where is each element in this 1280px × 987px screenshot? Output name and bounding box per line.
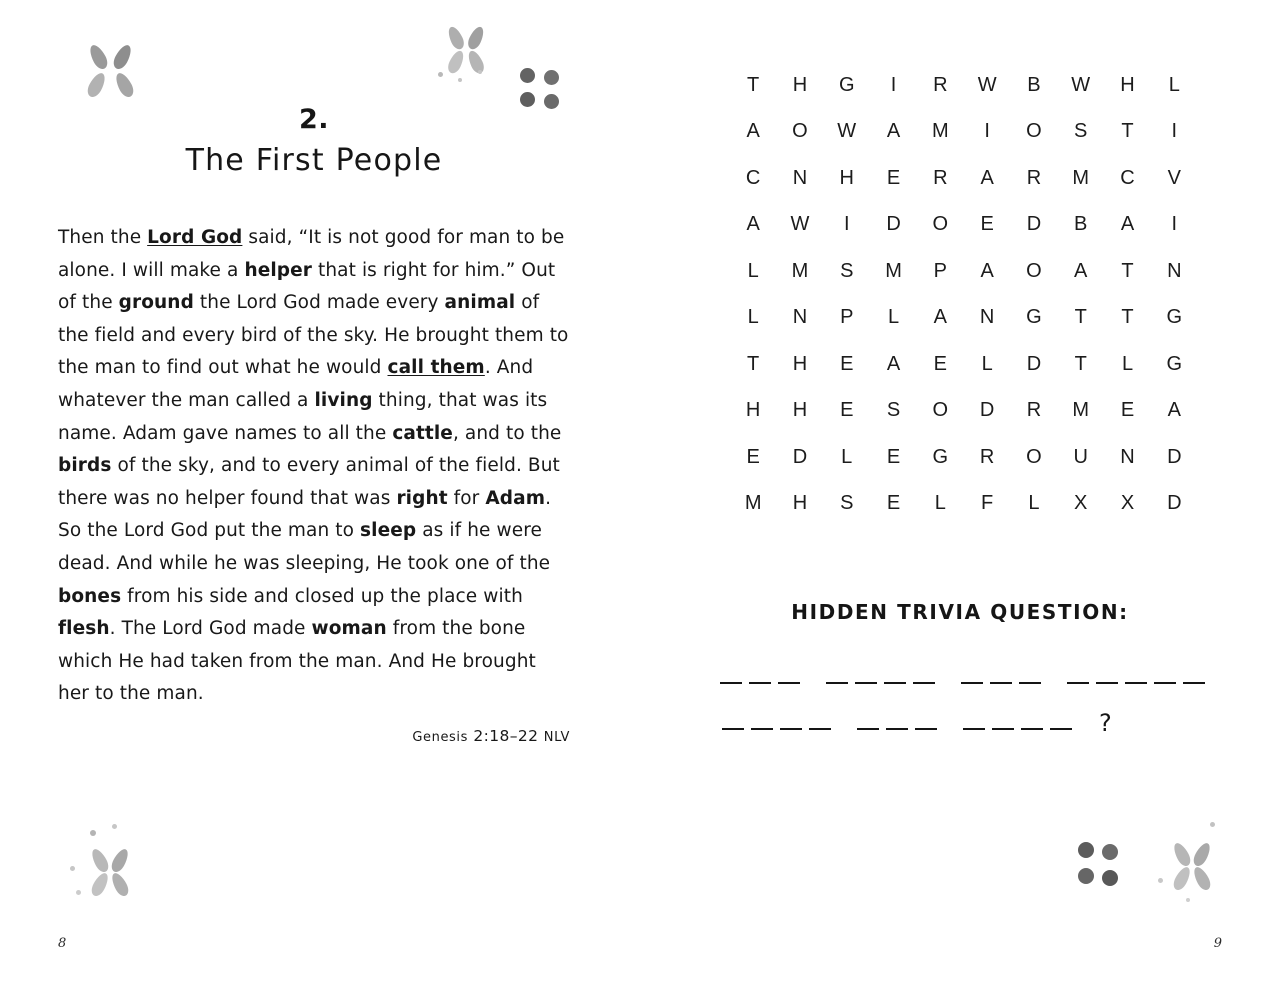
answer-blank[interactable] — [780, 714, 802, 730]
grid-cell-r6-c1[interactable]: H — [792, 352, 808, 375]
grid-cell-r1-c8[interactable]: T — [1121, 120, 1135, 143]
dot-decoration-bottom-left — [1074, 838, 1134, 898]
text-run-13: cattle — [392, 422, 453, 444]
answer-blank[interactable] — [1183, 668, 1205, 684]
text-run-2: said, “It is not good for man to be alone. I will make a — [58, 227, 565, 281]
grid-cell-r7-c1[interactable]: H — [792, 399, 808, 422]
grid-cell-r0-c3[interactable]: I — [890, 73, 897, 96]
dot-icon — [520, 68, 535, 83]
grid-cell-r4-c6[interactable]: O — [1026, 259, 1043, 282]
dot-icon — [544, 70, 559, 85]
answer-blank[interactable] — [857, 714, 879, 730]
grid-cell-r3-c1[interactable]: W — [790, 213, 810, 236]
grid-cell-r6-c9[interactable]: G — [1166, 352, 1183, 375]
grid-row — [730, 481, 1198, 528]
grid-cell-r6-c2[interactable]: E — [840, 352, 854, 375]
grid-cell-r5-c2[interactable]: P — [840, 306, 854, 329]
grid-cell-r8-c1[interactable]: D — [792, 445, 808, 468]
grid-cell-r9-c8[interactable]: X — [1120, 492, 1135, 515]
petal-icon — [87, 42, 111, 71]
right-page — [640, 0, 1280, 987]
grid-cell-r1-c3[interactable]: A — [886, 120, 901, 143]
grid-cell-r7-c2[interactable]: E — [840, 399, 854, 422]
word-search-table[interactable] — [730, 62, 1198, 527]
dot-icon — [1078, 842, 1094, 858]
answer-blank[interactable] — [963, 714, 985, 730]
dot-icon — [1186, 898, 1190, 902]
grid-row — [730, 62, 1198, 109]
grid-cell-r5-c9[interactable]: G — [1166, 306, 1183, 329]
dot-icon — [458, 78, 462, 82]
grid-cell-r3-c8[interactable]: A — [1120, 213, 1135, 236]
dot-icon — [1210, 822, 1215, 827]
grid-cell-r7-c7[interactable]: M — [1072, 399, 1090, 422]
text-run-9: call them — [387, 357, 485, 379]
grid-cell-r4-c9[interactable]: N — [1167, 259, 1183, 282]
grid-cell-r4-c4[interactable]: P — [933, 259, 948, 282]
grid-cell-r6-c6[interactable]: D — [1026, 352, 1042, 375]
grid-cell-r1-c6[interactable]: O — [1026, 120, 1043, 143]
text-run-14: , and to the — [452, 422, 562, 444]
grid-cell-r3-c6[interactable]: D — [1026, 213, 1042, 236]
text-run-10: . And whatever the man called a — [58, 357, 534, 411]
grid-cell-r6-c4[interactable]: E — [933, 352, 948, 375]
reference-book: Genesis — [412, 729, 469, 745]
grid-cell-r2-c9[interactable]: V — [1167, 166, 1182, 189]
answer-blank[interactable] — [1067, 668, 1089, 684]
grid-cell-r9-c4[interactable]: L — [934, 492, 947, 515]
petal-icon — [85, 70, 109, 99]
grid-cell-r9-c7[interactable]: X — [1074, 492, 1088, 515]
grid-cell-r3-c4[interactable]: O — [932, 213, 949, 236]
answer-blank[interactable] — [855, 668, 877, 684]
dot-icon — [1102, 844, 1118, 860]
grid-row — [730, 295, 1198, 342]
word-search-grid[interactable] — [730, 62, 1198, 527]
answer-blank[interactable] — [722, 714, 744, 730]
answer-blank[interactable] — [992, 714, 1014, 730]
answer-blank[interactable] — [1125, 668, 1147, 684]
grid-cell-r2-c2[interactable]: H — [839, 166, 855, 189]
flower-decoration-bottom-right — [1146, 818, 1226, 908]
answer-blank[interactable] — [826, 668, 848, 684]
grid-cell-r2-c1[interactable]: N — [792, 166, 808, 189]
grid-cell-r5-c7[interactable]: T — [1074, 306, 1088, 329]
petal-icon — [465, 49, 486, 76]
grid-cell-r6-c5[interactable]: L — [981, 352, 994, 375]
grid-cell-r2-c7[interactable]: M — [1072, 166, 1090, 189]
grid-cell-r5-c3[interactable]: L — [887, 306, 900, 329]
grid-cell-r2-c6[interactable]: R — [1026, 166, 1042, 189]
dot-icon — [438, 72, 443, 77]
grid-row — [730, 434, 1198, 481]
grid-cell-r1-c1[interactable]: O — [792, 120, 809, 143]
grid-cell-r8-c0[interactable]: E — [746, 445, 761, 468]
grid-cell-r9-c5[interactable]: F — [981, 492, 994, 515]
answer-blank[interactable] — [884, 668, 906, 684]
page-number-left: 8 — [58, 936, 67, 951]
answer-blank[interactable] — [749, 668, 771, 684]
text-run-8: of the field and every bird of the sky. He brought them to the man to find out what he would — [58, 292, 569, 379]
reference-version: NLV — [543, 729, 570, 745]
answer-blank[interactable] — [915, 714, 937, 730]
dot-icon — [478, 70, 482, 74]
petal-icon — [1171, 841, 1193, 869]
grid-cell-r3-c7[interactable]: B — [1074, 213, 1088, 236]
answer-blank[interactable] — [751, 714, 773, 730]
grid-row — [730, 109, 1198, 156]
page-number-right: 9 — [1213, 936, 1222, 951]
petal-icon — [1171, 865, 1193, 893]
grid-cell-r2-c0[interactable]: C — [745, 166, 761, 189]
text-run-11: living — [314, 389, 373, 411]
scripture-reference — [58, 727, 570, 745]
answer-word-2-3[interactable] — [963, 714, 1072, 730]
grid-cell-r5-c4[interactable]: A — [933, 306, 948, 329]
grid-cell-r4-c8[interactable]: T — [1121, 259, 1135, 282]
answer-blank[interactable] — [1050, 714, 1072, 730]
grid-cell-r5-c6[interactable]: G — [1026, 306, 1043, 329]
answer-blank[interactable] — [1096, 668, 1118, 684]
text-run-28: from the bone which He had taken from the man. And He brought her to the man. — [58, 618, 536, 705]
dot-icon — [90, 830, 96, 836]
petal-icon — [109, 871, 131, 899]
grid-row — [730, 155, 1198, 202]
text-run-12: thing, that was its name. Adam gave names to all the — [58, 389, 548, 444]
answer-line-1[interactable] — [720, 668, 1200, 684]
grid-cell-r7-c9[interactable]: A — [1167, 399, 1182, 422]
grid-cell-r1-c5[interactable]: I — [984, 120, 991, 143]
grid-cell-r7-c0[interactable]: H — [745, 399, 761, 422]
grid-cell-r0-c1[interactable]: H — [792, 73, 808, 96]
answer-word-2-2[interactable] — [857, 714, 937, 730]
petal-icon — [109, 847, 131, 875]
grid-cell-r9-c1[interactable]: H — [792, 492, 808, 515]
answer-blank[interactable] — [809, 714, 831, 730]
text-run-6: the Lord God made every — [193, 292, 445, 314]
grid-cell-r3-c5[interactable]: E — [980, 213, 995, 236]
grid-cell-r3-c2[interactable]: I — [843, 213, 851, 236]
petal-icon — [445, 25, 466, 52]
grid-cell-r9-c0[interactable]: M — [744, 492, 762, 515]
text-run-24: from his side and closed up the place with — [121, 585, 523, 607]
question-mark: ? — [1099, 709, 1112, 737]
grid-cell-r9-c6[interactable]: L — [1028, 492, 1040, 515]
text-run-17: right — [396, 487, 448, 509]
grid-cell-r8-c3[interactable]: E — [886, 445, 901, 468]
dot-icon — [1102, 870, 1118, 886]
answer-blank[interactable] — [720, 668, 742, 684]
text-run-16: of the sky, and to every animal of the field. But there was no helper found that was — [58, 455, 560, 509]
dot-icon — [1158, 878, 1163, 883]
grid-cell-r4-c3[interactable]: M — [885, 259, 903, 282]
text-run-4: that is right for him.” Out of the — [58, 259, 556, 314]
text-run-15: birds — [58, 455, 112, 477]
answer-word-1-4[interactable] — [1067, 668, 1205, 684]
grid-cell-r1-c9[interactable]: I — [1171, 120, 1178, 143]
answer-blank[interactable] — [1019, 668, 1041, 684]
grid-cell-r7-c8[interactable]: E — [1120, 399, 1135, 422]
text-run-23: bones — [58, 585, 122, 607]
text-run-1: Lord God — [147, 227, 243, 248]
grid-cell-r2-c5[interactable]: A — [980, 166, 995, 189]
flower-decoration-top-left — [82, 40, 162, 110]
answer-blank[interactable] — [1021, 714, 1043, 730]
grid-cell-r8-c5[interactable]: R — [979, 445, 995, 468]
answer-word-1-2[interactable] — [826, 668, 935, 684]
answer-word-2-1[interactable] — [722, 714, 831, 730]
trivia-heading: HIDDEN TRIVIA QUESTION: — [791, 600, 1129, 624]
grid-cell-r1-c7[interactable]: S — [1074, 120, 1088, 143]
answer-word-1-3[interactable] — [961, 668, 1041, 684]
dot-icon — [112, 824, 117, 829]
answer-line-2[interactable] — [720, 709, 1200, 737]
grid-cell-r4-c7[interactable]: A — [1074, 259, 1088, 282]
text-run-3: helper — [244, 259, 313, 281]
grid-row — [730, 341, 1198, 388]
grid-cell-r5-c8[interactable]: T — [1121, 306, 1135, 329]
grid-cell-r4-c1[interactable]: M — [791, 259, 809, 282]
grid-cell-r3-c9[interactable]: I — [1171, 213, 1178, 236]
grid-row — [730, 388, 1198, 435]
text-run-27: woman — [311, 618, 387, 640]
grid-cell-r2-c8[interactable]: C — [1120, 166, 1136, 189]
grid-cell-r7-c5[interactable]: D — [979, 399, 995, 422]
reference-verse: 2:18–22 — [473, 726, 539, 745]
grid-cell-r6-c0[interactable]: T — [747, 352, 760, 375]
grid-cell-r0-c0[interactable]: T — [747, 73, 760, 96]
grid-cell-r9-c2[interactable]: S — [840, 492, 854, 515]
text-run-25: flesh — [58, 618, 110, 640]
text-run-22: as if he were dead. And while he was sleeping, He took one of the — [58, 520, 551, 574]
text-run-21: sleep — [360, 520, 417, 542]
grid-cell-r3-c0[interactable]: A — [746, 213, 761, 236]
grid-cell-r3-c3[interactable]: D — [886, 213, 902, 236]
dot-icon — [70, 866, 75, 871]
grid-cell-r6-c8[interactable]: L — [1121, 352, 1134, 375]
text-run-5: ground — [118, 292, 194, 314]
grid-cell-r0-c2[interactable]: G — [838, 73, 856, 96]
dot-icon — [1078, 868, 1094, 884]
grid-cell-r1-c4[interactable]: M — [932, 120, 950, 143]
petal-icon — [1191, 841, 1213, 869]
flower-decoration-bottom-left — [64, 822, 154, 912]
text-run-19: Adam — [485, 487, 546, 509]
grid-cell-r2-c4[interactable]: R — [933, 166, 949, 189]
grid-cell-r8-c7[interactable]: U — [1073, 445, 1089, 468]
grid-cell-r1-c0[interactable]: A — [746, 120, 761, 143]
text-run-0: Then the — [58, 227, 148, 248]
grid-cell-r7-c3[interactable]: S — [886, 399, 901, 422]
grid-cell-r8-c4[interactable]: G — [932, 445, 949, 468]
chapter-number: 2. — [298, 104, 330, 135]
text-run-20: . So the Lord God put the man to — [58, 487, 552, 542]
petal-icon — [89, 847, 111, 875]
answer-blank[interactable] — [778, 668, 800, 684]
chapter-content — [58, 104, 570, 745]
petal-icon — [111, 42, 135, 71]
answer-blank[interactable] — [961, 668, 983, 684]
grid-cell-r1-c2[interactable]: W — [837, 120, 857, 143]
grid-cell-r7-c6[interactable]: R — [1026, 399, 1042, 422]
text-run-26: . The Lord God made — [109, 618, 312, 640]
grid-cell-r8-c2[interactable]: L — [841, 445, 853, 468]
grid-cell-r7-c4[interactable]: O — [932, 399, 949, 422]
grid-cell-r9-c3[interactable]: E — [886, 492, 901, 515]
grid-row — [730, 248, 1198, 295]
page-title: The First People — [185, 143, 443, 178]
grid-cell-r8-c9[interactable]: D — [1167, 445, 1183, 468]
grid-cell-r8-c6[interactable]: O — [1026, 445, 1043, 468]
grid-cell-r0-c8[interactable]: H — [1120, 73, 1136, 96]
grid-cell-r6-c7[interactable]: T — [1074, 352, 1088, 375]
grid-cell-r5-c0[interactable]: L — [747, 306, 760, 329]
grid-cell-r6-c3[interactable]: A — [886, 352, 901, 375]
petal-icon — [465, 25, 486, 52]
petal-icon — [1191, 865, 1213, 893]
answer-blank[interactable] — [886, 714, 908, 730]
grid-cell-r0-c5[interactable]: W — [977, 73, 998, 96]
trivia-answer-lines[interactable] — [720, 668, 1200, 760]
grid-cell-r5-c5[interactable]: N — [979, 306, 995, 329]
petal-icon — [445, 49, 466, 76]
grid-cell-r4-c0[interactable]: L — [747, 259, 760, 282]
dot-icon — [76, 890, 81, 895]
answer-word-1-1[interactable] — [720, 668, 800, 684]
grid-cell-r8-c8[interactable]: N — [1120, 445, 1136, 468]
grid-cell-r4-c2[interactable]: S — [840, 259, 854, 282]
petal-icon — [113, 70, 137, 99]
grid-cell-r4-c5[interactable]: A — [980, 259, 995, 282]
grid-cell-r2-c3[interactable]: E — [886, 166, 901, 189]
petal-icon — [89, 871, 111, 899]
grid-cell-r9-c9[interactable]: D — [1167, 492, 1183, 515]
text-run-18: for — [447, 487, 486, 509]
grid-cell-r0-c7[interactable]: W — [1071, 73, 1091, 96]
flower-decoration-top-middle — [434, 20, 504, 100]
grid-cell-r0-c6[interactable]: B — [1027, 73, 1042, 96]
answer-blank[interactable] — [990, 668, 1012, 684]
answer-blank[interactable] — [1154, 668, 1176, 684]
answer-blank[interactable] — [913, 668, 935, 684]
text-run-7: animal — [444, 292, 516, 314]
grid-cell-r0-c9[interactable]: L — [1168, 73, 1181, 96]
scripture-paragraph — [58, 222, 570, 711]
grid-cell-r0-c4[interactable]: R — [933, 73, 949, 96]
grid-cell-r5-c1[interactable]: N — [792, 306, 808, 329]
grid-row — [730, 202, 1198, 249]
